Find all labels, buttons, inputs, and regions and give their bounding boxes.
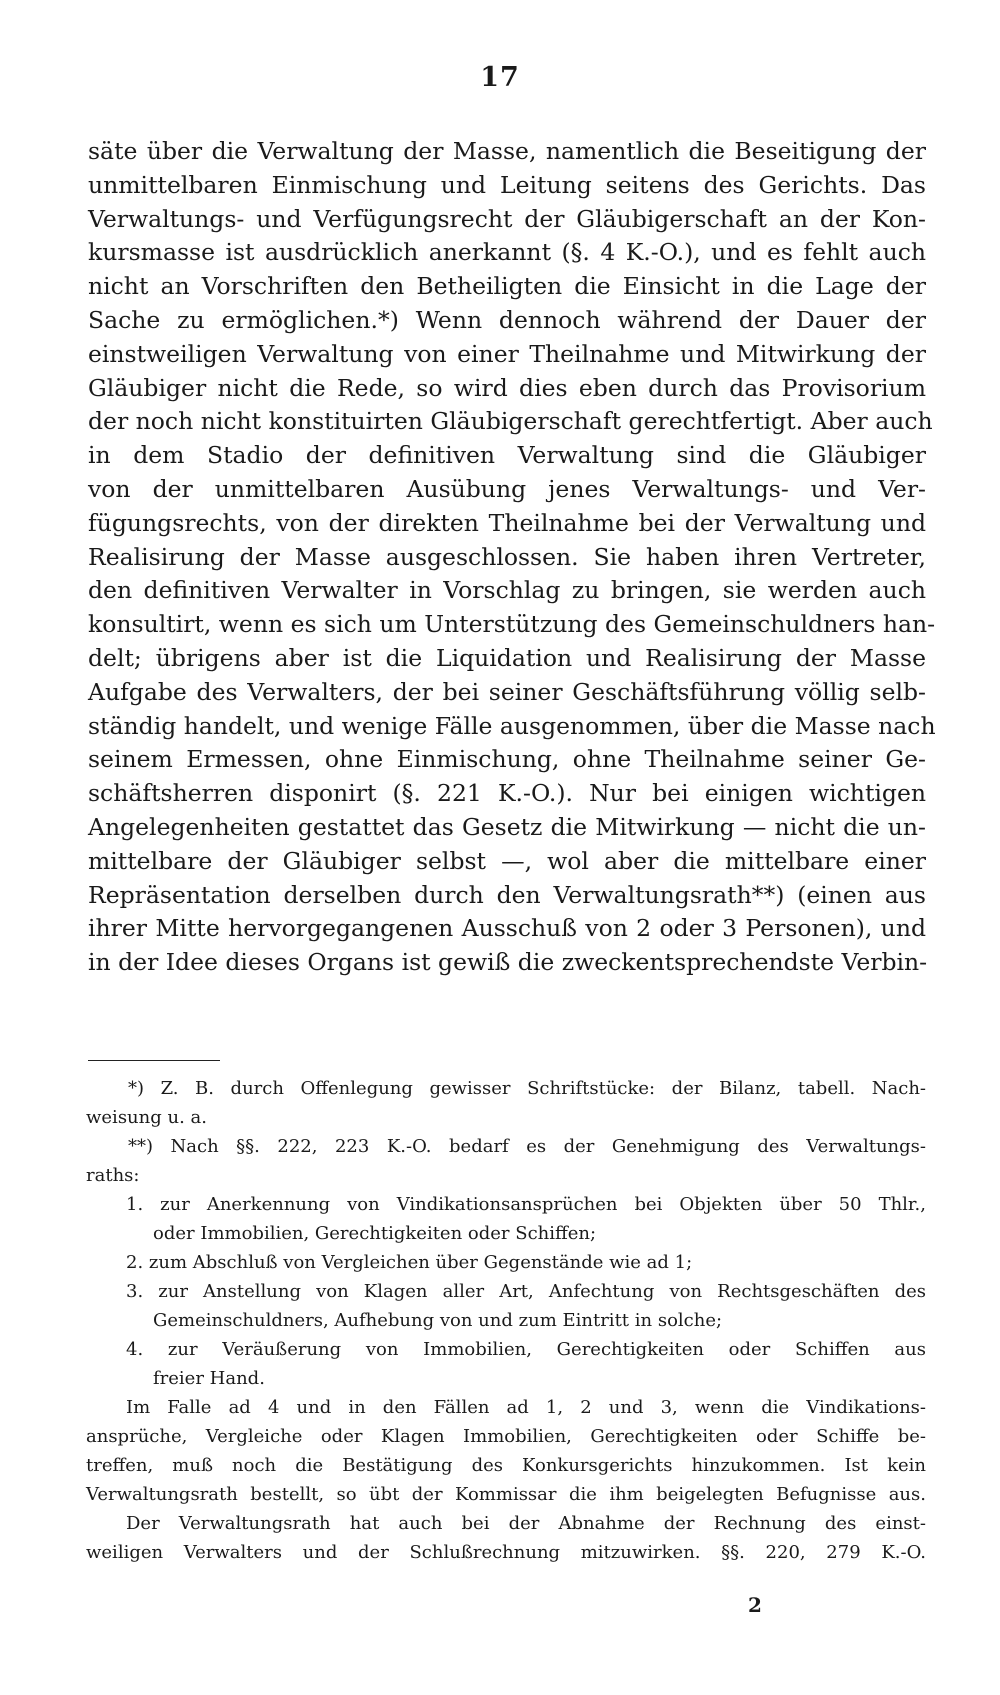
page-number: 17 xyxy=(480,62,520,93)
text-line: seinem Ermessen, ohne Einmischung, ohne Theilnahme seiner Ge- xyxy=(88,745,926,774)
footnote-list-item: 1. zur Anerkennung von Vindikationsansprüchen bei Objekten über 50 Thlr., xyxy=(126,1194,926,1215)
footnote-list-item: 3. zur Anstellung von Klagen aller Art, Anfechtung von Rechtsgeschäften des xyxy=(126,1281,926,1302)
footnote-divider xyxy=(88,1060,220,1061)
text-line: den definitiven Verwalter in Vorschlag zu bringen, sie werden auch xyxy=(88,576,926,605)
footnote-paragraph-cont: weiligen Verwalters und der Schlußrechnung mitzuwirken. §§. 220, 279 K.-O. xyxy=(86,1542,926,1563)
footnote-paragraph-cont: treffen, muß noch die Bestätigung des Konkursgerichts hinzukommen. Ist kein xyxy=(86,1455,926,1476)
footnote-list-item-cont: Gemeinschuldners, Aufhebung von und zum Eintritt in solche; xyxy=(153,1310,723,1331)
text-line: Gläubiger nicht die Rede, so wird dies eben durch das Provisorium xyxy=(88,373,926,402)
text-line: mittelbare der Gläubiger selbst —, wol aber die mittelbare einer xyxy=(88,846,926,875)
text-line: der noch nicht konstituirten Gläubigerschaft gerechtfertigt. Aber auch xyxy=(88,407,933,436)
text-line: ständig handelt, und wenige Fälle ausgenommen, über die Masse nach xyxy=(88,711,936,740)
text-line: Angelegenheiten gestattet das Gesetz die Mitwirkung — nicht die un- xyxy=(88,812,926,841)
footnote-list-item-cont: oder Immobilien, Gerechtigkeiten oder Schiffen; xyxy=(153,1223,597,1244)
footnote-2-cont: raths: xyxy=(86,1165,140,1186)
footnote-paragraph: Im Falle ad 4 und in den Fällen ad 1, 2 und 3, wenn die Vindikations- xyxy=(126,1397,926,1418)
footnote-list-item-cont: freier Hand. xyxy=(153,1368,265,1389)
text-line: ihrer Mitte hervorgegangenen Ausschuß von 2 oder 3 Personen), und xyxy=(88,914,926,943)
footnote-list-item: 2. zum Abschluß von Vergleichen über Gegenstände wie ad 1; xyxy=(126,1252,693,1273)
text-line: in der Idee dieses Organs ist gewiß die zweckentsprechendste Verbin- xyxy=(88,948,928,977)
text-line: in dem Stadio der definitiven Verwaltung sind die Gläubiger xyxy=(88,441,926,470)
text-line: von der unmittelbaren Ausübung jenes Verwaltungs- und Ver- xyxy=(88,474,926,503)
footnote-list-item: 4. zur Veräußerung von Immobilien, Gerechtigkeiten oder Schiffen aus xyxy=(126,1339,926,1360)
footnote-1: *) Z. B. durch Offenlegung gewisser Schriftstücke: der Bilanz, tabell. Nach- xyxy=(128,1078,926,1099)
text-line: kursmasse ist ausdrücklich anerkannt (§. 4 K.-O.), und es fehlt auch xyxy=(88,238,926,267)
footnote-2: **) Nach §§. 222, 223 K.-O. bedarf es der Genehmigung des Verwaltungs- xyxy=(128,1136,926,1157)
text-line: einstweiligen Verwaltung von einer Theilnahme und Mitwirkung der xyxy=(88,339,926,368)
footnote-paragraph-cont: ansprüche, Vergleiche oder Klagen Immobilien, Gerechtigkeiten oder Schiffe be- xyxy=(86,1426,926,1447)
text-line: schäftsherren disponirt (§. 221 K.-O.). Nur bei einigen wichtigen xyxy=(88,779,926,808)
text-line: Aufgabe des Verwalters, der bei seiner Geschäftsführung völlig selb- xyxy=(88,677,926,706)
footnotes xyxy=(86,1074,926,1567)
text-line: delt; übrigens aber ist die Liquidation und Realisirung der Masse xyxy=(88,643,926,672)
text-line: Repräsentation derselben durch den Verwaltungsrath**) (einen aus xyxy=(88,880,926,909)
text-line: säte über die Verwaltung der Masse, namentlich die Beseitigung der xyxy=(88,137,926,165)
text-line: unmittelbaren Einmischung und Leitung seitens des Gerichts. Das xyxy=(88,170,926,199)
text-line: nicht an Vorschriften den Betheiligten die Einsicht in die Lage der xyxy=(88,272,926,301)
text-line: Verwaltungs- und Verfügungsrecht der Gläubigerschaft an der Kon- xyxy=(88,204,926,233)
footnote-paragraph: Der Verwaltungsrath hat auch bei der Abnahme der Rechnung des einst- xyxy=(126,1513,926,1534)
footnote-paragraph-cont: Verwaltungsrath bestellt, so übt der Kommissar die ihm beigelegten Befugnisse aus. xyxy=(86,1484,926,1505)
footnote-1-cont: weisung u. a. xyxy=(86,1107,207,1128)
sheet-signature: 2 xyxy=(748,1593,762,1617)
text-line: Realisirung der Masse ausgeschlossen. Sie haben ihren Vertreter, xyxy=(88,542,926,571)
text-line: Sache zu ermöglichen.*) Wenn dennoch während der Dauer der xyxy=(88,305,926,334)
text-line: konsultirt, wenn es sich um Unterstützung des Gemeinschuldners han- xyxy=(88,610,936,639)
text-line: fügungsrechts, von der direkten Theilnahme bei der Verwaltung und xyxy=(88,508,926,537)
main-text xyxy=(88,135,936,980)
